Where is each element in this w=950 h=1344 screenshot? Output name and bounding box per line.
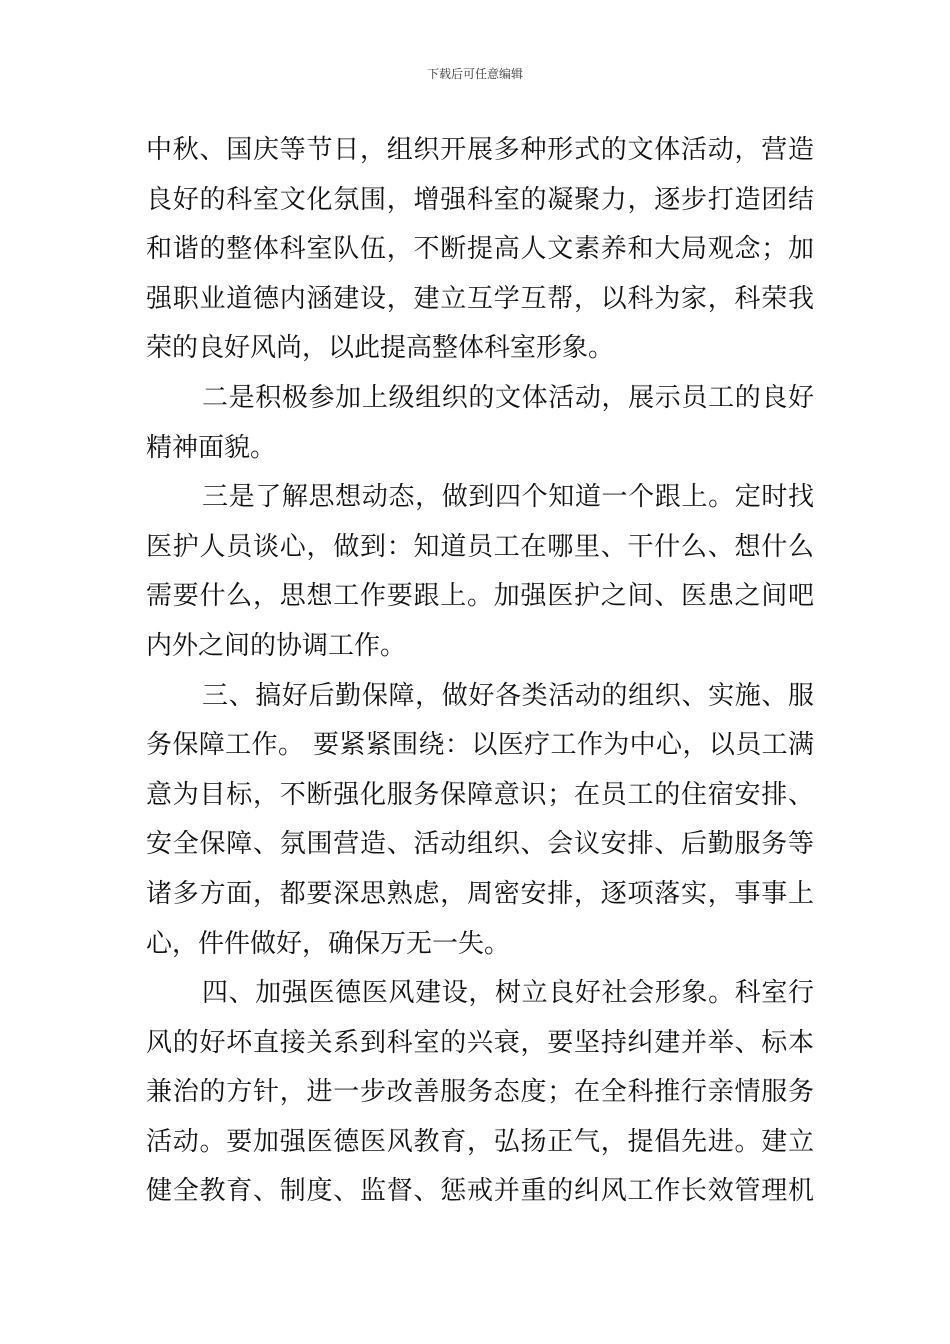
text-line: 荣的良好风尚，以此提高整体科室形象。 [146,333,615,364]
paragraph [146,126,814,374]
text-line: 中秋、国庆等节日，组织开展多种形式的文体活动，营造 [146,135,814,165]
text-line: 医护人员谈心，做到：知道员工在哪里、干什么、想什么 [146,531,814,562]
paragraph [146,969,814,1217]
page-header: 下载后可任意编辑 [426,67,523,81]
text-line: 意为目标，不断强化服务保障意识；在员工的住宿安排、 [146,779,814,810]
text-line: 强职业道德内涵建设，建立互学互帮，以科为家，科荣我 [146,283,814,314]
paragraph [146,473,814,671]
text-line: 诸多方面，都要深思熟虑，周密安排，逐项落实，事事上 [146,878,814,909]
text-line: 四、加强医德医风建设，树立良好社会形象。科室行 [202,978,814,1009]
text-line: 需要什么，思想工作要跟上。加强医护之间、医患之间吧 [146,581,814,612]
text-line: 兼治的方针，进一步改善服务态度；在全科推行亲情服务 [146,1077,814,1108]
text-line: 三是了解思想动态，做到四个知道一个跟上。定时找 [202,482,814,513]
text-line: 和谐的整体科室队伍，不断提高人文素养和大局观念；加 [146,234,814,265]
text-line: 心，件件做好，确保万无一失。 [146,928,511,959]
text-line: 良好的科室文化氛围，增强科室的凝聚力，逐步打造团结 [146,184,814,215]
text-line: 活动。要加强医德医风教育，弘扬正气，提倡先进。建立 [146,1126,814,1157]
text-line: 二是积极参加上级组织的文体活动，展示员工的良好 [202,382,814,413]
document-body [146,126,814,1217]
text-line: 内外之间的协调工作。 [146,630,407,661]
text-line: 精神面貌。 [146,432,277,463]
text-line: 三、搞好后勤保障，做好各类活动的组织、实施、服 [202,680,814,711]
paragraph [146,672,814,970]
text-line: 健全教育、制度、监督、惩戒并重的纠风工作长效管理机 [146,1176,814,1207]
paragraph [146,374,814,473]
text-line: 风的好坏直接关系到科室的兴衰，要坚持纠建并举、标本 [146,1027,814,1058]
text-line: 安全保障、氛围营造、活动组织、会议安排、后勤服务等 [146,829,814,860]
text-line: 务保障工作。 要紧紧围绕：以医疗工作为中心，以员工满 [146,730,814,761]
